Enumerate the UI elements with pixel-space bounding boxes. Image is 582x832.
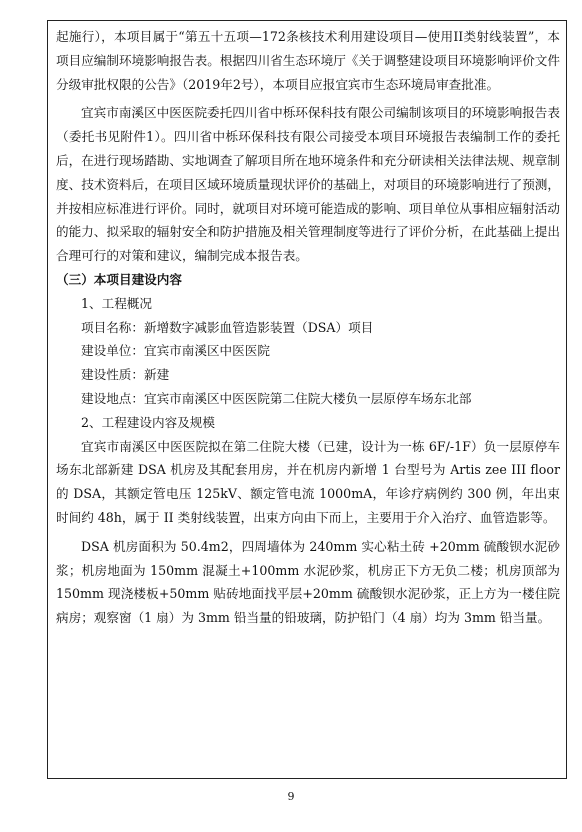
document-body bbox=[56, 25, 560, 630]
location-line: 建设地点：宜宾市南溪区中医医院第二住院大楼负一层原停车场东北部 bbox=[81, 390, 472, 406]
section-heading: （三）本项目建设内容 bbox=[56, 271, 182, 287]
project-name-line: 项目名称：新增数字减影血管造影装置（DSA）项目 bbox=[81, 319, 374, 335]
subsection-heading-overview: 1、工程概况 bbox=[81, 295, 152, 311]
content-frame bbox=[47, 20, 567, 779]
page-number: 9 bbox=[287, 790, 295, 803]
paragraph-room-specs: DSA 机房面积为 50.4m2，四周墙体为 240mm 实心粘土砖 +20mm 硫酸钡水泥砂浆；机房地面为 150mm 混凝土+100mm 水泥砂浆，机房正下方无负二楼；机房顶部为 150mm 现浇楼板+50mm 贴砖地面找平层+20mm 硫酸钡水泥砂浆，正上方为一楼住院病房；观察窗（1 扇）为 3mm 铅当量的铅玻璃，防护铅门（4 扇）均为 3mm 铅当量。 bbox=[56, 538, 560, 626]
builder-line: 建设单位：宜宾市南溪区中医医院 bbox=[81, 343, 270, 359]
paragraph-approval: 起施行），本项目属于“第五十五项—172条核技术利用建设项目—使用II类射线装置”，本项目应编制环境影响报告表。根据四川省生态环境厅《关于调整建设项目环境影响评价文件分级审批权限的公告》（2019年2号），本项目应报宜宾市生态环境局审查批准。 bbox=[56, 29, 560, 92]
paragraph-commission: 宜宾市南溪区中医医院委托四川省中栎环保科技有限公司编制该项目的环境影响报告表（委托书见附件1）。四川省中栎环保科技有限公司接受本项目环境报告表编制工作的委托后，在进行现场踏勘、实地调查了解项目所在地环境条件和充分研读相关法律法规、规章制度、技术资料后，在项目区域环境质量现状评价的基础上，对项目的环境影响进行了预测，并按相应标准进行评价。同时，就项目对环境可能造成的影响、项目单位从事相应辐射活动的能力、拟采取的辐射安全和防护措施及相关管理制度等进行了评价分析，在此基础上提出合理可行的对策和建议，编制完成本报告表。 bbox=[56, 105, 560, 264]
subsection-heading-scope: 2、工程建设内容及规模 bbox=[81, 414, 215, 430]
paragraph-construction: 宜宾市南溪区中医医院拟在第二住院大楼（已建，设计为一栋 6F/-1F）负一层原停车场东北部新建 DSA 机房及其配套用房，并在机房内新增 1 台型号为 Artis zee III floor 的 DSA，其额定管电压 125kV、额定管电流 1000mA，年诊疗病例约 300 例，年出束时间约 48h，属于 II 类射线装置，出束方向由下而上，主要用于介入治疗、血管造影等。 bbox=[56, 438, 560, 525]
nature-line: 建设性质：新建 bbox=[81, 367, 170, 383]
